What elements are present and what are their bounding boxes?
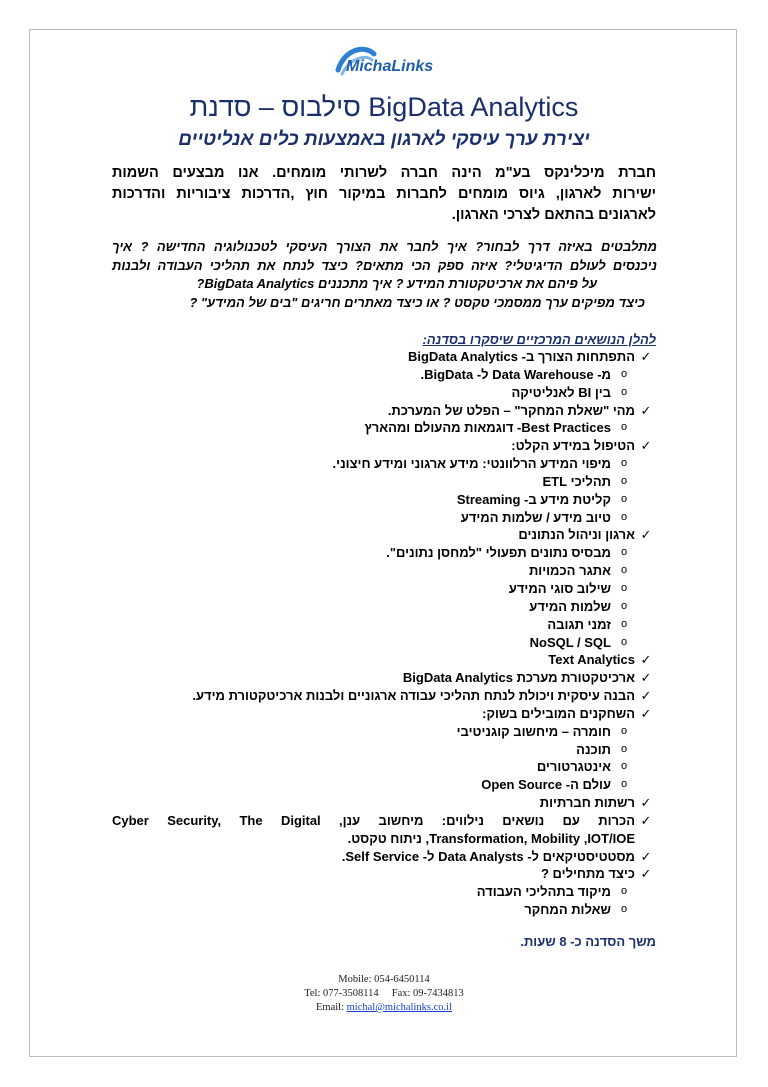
hollow-bullet-icon: o	[620, 903, 628, 916]
list-item-text: אינטגרטורים	[536, 759, 611, 775]
intro-line: לארגונים בהתאם לצרכי הארגון.	[451, 207, 656, 223]
footer-email-link[interactable]: michal@michalinks.co.il	[346, 1002, 452, 1013]
list-item-text: הכרות עם נושאים נילווים: מיחשוב ענן, Cyber Security, The Digital	[112, 812, 635, 828]
checkmark-icon: ✓	[640, 795, 652, 811]
list-item-text: הטיפול במידע הקלט:	[511, 438, 635, 454]
checkmark-icon: ✓	[640, 652, 652, 668]
sub-list-item	[112, 455, 657, 473]
list-item	[112, 669, 657, 687]
sub-list-item	[112, 776, 657, 794]
sub-list-item	[112, 758, 657, 776]
sub-list-item	[112, 562, 657, 580]
list-item-text: השחקנים המובילים בשוק:	[482, 705, 635, 721]
hollow-bullet-icon: o	[620, 885, 628, 898]
hollow-bullet-icon: o	[620, 546, 628, 559]
list-item-text: התפתחות הצורך ב- BigData Analytics	[407, 349, 635, 364]
checkmark-icon: ✓	[640, 349, 652, 364]
list-item	[112, 687, 657, 705]
footer-tel-fax: Tel: 077-3508114 Fax: 09-7434813	[304, 988, 464, 999]
intro-paragraph	[112, 163, 656, 226]
sub-list-item	[112, 901, 657, 919]
list-item	[112, 830, 657, 848]
list-item-text: קליטת מידע ב- Streaming	[456, 491, 611, 507]
list-item	[112, 794, 657, 812]
list-item-text: שאלות המחקר	[524, 902, 611, 918]
hollow-bullet-icon: o	[620, 385, 628, 398]
page-title: סילבוס – סדנת BigData Analytics	[189, 92, 579, 122]
hollow-bullet-icon: o	[620, 742, 628, 755]
workshop-duration: משך הסדנה כ- 8 שעות.	[520, 934, 656, 949]
checkmark-icon: ✓	[640, 438, 652, 454]
sub-list-item	[112, 544, 657, 562]
list-item-text: ארגון וניהול הנתונים	[518, 527, 635, 543]
list-item	[112, 402, 657, 420]
list-item-text: אתגר הכמויות	[528, 563, 611, 579]
hollow-bullet-icon: o	[620, 457, 628, 470]
hollow-bullet-icon: o	[620, 581, 628, 594]
list-item-text: חומרה – מיחשוב קוגניטיבי	[456, 723, 611, 739]
list-item-text: הבנה עיסקית ויכולת לנתח תהליכי עבודה ארגוניים ולבנות ארכיטקטורת מידע.	[192, 688, 635, 704]
list-item-text: כיצד מתחילים ?	[540, 866, 635, 882]
hollow-bullet-icon: o	[620, 421, 628, 434]
list-item	[112, 812, 657, 830]
list-item-text: זמני תגובה	[547, 616, 611, 632]
hollow-bullet-icon: o	[620, 564, 628, 577]
sub-list-item	[112, 384, 657, 402]
hollow-bullet-icon: o	[620, 724, 628, 737]
hollow-bullet-icon: o	[620, 474, 628, 487]
hollow-bullet-icon: o	[620, 367, 628, 380]
list-item-text: מיפוי המידע הרלוונטי: מידע ארגוני ומידע חיצוני.	[332, 456, 611, 472]
sub-list-item	[112, 634, 657, 652]
footer-contact	[0, 973, 768, 1015]
list-item-text: שלמות המידע	[529, 598, 611, 614]
checkmark-icon: ✓	[640, 527, 652, 543]
hollow-bullet-icon: o	[620, 492, 628, 505]
checkmark-icon: ✓	[640, 812, 652, 828]
sub-list-item	[112, 580, 657, 598]
sub-list-item	[112, 598, 657, 616]
questions-paragraph	[112, 238, 657, 312]
sub-list-item	[112, 883, 657, 901]
footer-email-label: Email:	[316, 1002, 345, 1013]
sub-list-item	[112, 419, 657, 437]
hollow-bullet-icon: o	[620, 599, 628, 612]
page-subtitle: יצירת ערך עיסקי לארגון באמצעות כלים אנליטיים	[178, 129, 590, 150]
list-item-text: מסטטיסטיקאים ל- Data Analysts ל- Self Service.	[341, 848, 635, 864]
list-item-text: תהליכי ETL	[542, 473, 611, 489]
hollow-bullet-icon: o	[620, 778, 628, 791]
list-item	[112, 848, 657, 866]
topics-list	[112, 348, 657, 919]
hollow-bullet-icon: o	[620, 760, 628, 773]
list-item-text: מהי "שאלת המחקר" – הפלט של המערכת.	[387, 402, 635, 418]
list-item-text: מ- Data Warehouse ל- BigData.	[420, 366, 611, 382]
list-item-text: NoSQL / SQL	[529, 634, 611, 650]
list-item-text: מיקוד בתהליכי העבודה	[476, 884, 611, 900]
sub-list-item	[112, 616, 657, 634]
sub-list-item	[112, 473, 657, 491]
hollow-bullet-icon: o	[620, 617, 628, 630]
question-line: ניכנסים לעולם הדיגיטלי? איזה ספק הכי מתאים? כיצד לנתח את תהליכי העבודה ולבנות	[112, 257, 657, 273]
sub-list-item	[112, 366, 657, 384]
list-item-text: עולם ה- Open Source	[481, 777, 611, 793]
sub-list-item	[112, 509, 657, 527]
list-item	[112, 348, 657, 366]
company-logo	[330, 40, 440, 88]
footer-email-line	[0, 1001, 768, 1015]
list-item-text: תוכנה	[576, 741, 611, 757]
checkmark-icon: ✓	[640, 866, 652, 882]
list-item-text: בין BI לאנליטיקה	[511, 384, 611, 400]
list-item-text: שילוב סוגי המידע	[508, 580, 611, 596]
intro-line: חברת מיכלינקס בע"מ הינה חברה לשרותי מומחים. אנו מבצעים השמות	[112, 165, 656, 181]
list-item	[112, 705, 657, 723]
checkmark-icon: ✓	[640, 705, 652, 721]
list-item-text: Best Practices- דוגמאות מהעולם ומהארץ	[364, 420, 611, 436]
hollow-bullet-icon: o	[620, 510, 628, 523]
list-item	[112, 865, 657, 883]
list-item-text: טיוב מידע / שלמות המידע	[460, 509, 611, 525]
question-line: על פיהם את ארכיטקטורת המידע ? איך מתכננים BigData Analytics?	[196, 276, 597, 291]
checkmark-icon: ✓	[640, 848, 652, 864]
checkmark-icon: ✓	[640, 670, 652, 686]
checkmark-icon: ✓	[640, 402, 652, 418]
list-item	[112, 437, 657, 455]
sub-list-item	[112, 723, 657, 741]
checkmark-icon: ✓	[640, 688, 652, 704]
footer-mobile: Mobile: 054-6450114	[338, 974, 430, 985]
question-line: מתלבטים באיזה דרך לבחור? איך לחבר את הצורך העיסקי לטכנולוגיה החדישה ? איך	[112, 239, 657, 254]
topics-heading: להלן הנושאים המרכזיים שיסקרו בסדנה:	[422, 332, 656, 347]
list-item	[112, 526, 657, 544]
question-line: כיצד מפיקים ערך ממסמכי טקסט ? או כיצד מאתרים חריגים "בים של המידע" ?	[189, 294, 645, 310]
list-item-text: Text Analytics	[548, 652, 635, 668]
intro-line: ישירות לארגון, גיוס מומחים לחברות במיקור חוץ ,הדרכות ציבוריות והדרכות	[112, 186, 656, 202]
list-item-text: ארכיטקטורת מערכת BigData Analytics	[402, 670, 635, 686]
list-item-text: מבסיס נתונים תפעולי "למחסן נתונים".	[386, 545, 611, 561]
list-item-text: רשתות חברתיות	[539, 795, 635, 811]
list-item	[112, 651, 657, 669]
hollow-bullet-icon: o	[620, 635, 628, 648]
sub-list-item	[112, 741, 657, 759]
list-item-text: Transformation, Mobility ,IOT/IOE, ניתוח טקסט.	[347, 830, 635, 846]
logo-text: MichaLinks	[346, 58, 434, 75]
sub-list-item	[112, 491, 657, 509]
